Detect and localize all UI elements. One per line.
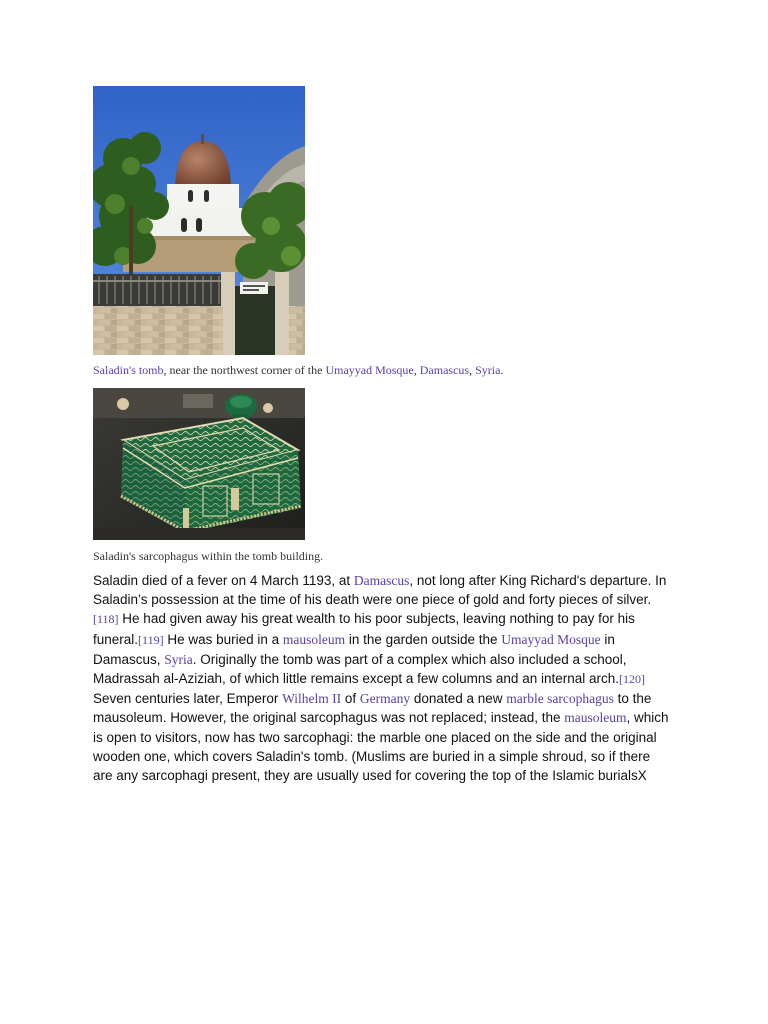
umayyad-mosque-link[interactable]: Umayyad Mosque [325, 363, 414, 377]
caption-separator: , [413, 363, 420, 377]
damascus-link[interactable]: Damascus [419, 363, 470, 377]
umayyad-mosque-link[interactable]: Umayyad Mosque [501, 631, 601, 647]
document-page [93, 86, 673, 785]
reference-119-link[interactable]: [119] [138, 632, 164, 647]
paragraph-text: Seven centuries later, Emperor [93, 691, 283, 707]
tomb-photo-caption [93, 362, 673, 378]
syria-link[interactable]: Syria [475, 363, 501, 377]
reference-118-link[interactable]: [118] [93, 612, 119, 627]
sarcophagus-photo [93, 388, 305, 540]
sarcophagus-photo-caption: Saladin's sarcophagus within the tomb building. [93, 549, 324, 563]
caption-end: . [500, 363, 504, 377]
paragraph-text: Saladin died of a fever on 4 March 1193, at [93, 573, 354, 588]
tomb-exterior-photo [93, 86, 305, 355]
paragraph-text: to the mausoleum. However, the original sarcophagus was not replaced; instead, the [93, 691, 652, 726]
saladins-tomb-link[interactable]: Saladin's tomb [93, 363, 164, 377]
paragraph-text: of [341, 691, 360, 707]
paragraph-text: , not long after King Richard's departure. In Saladin’s possession at the time of his death were one piece of gold and forty pieces of silver. [93, 573, 667, 608]
caption-separator: , [469, 363, 476, 377]
paragraph-text: in the garden outside the [345, 631, 502, 647]
mausoleum-link-2[interactable]: mausoleum [564, 710, 627, 726]
mausoleum-link[interactable]: mausoleum [282, 631, 346, 647]
caption-text: , near the northwest corner of the [163, 363, 326, 377]
germany-link[interactable]: Germany [359, 691, 411, 707]
paragraph-text: donated a new [410, 691, 507, 707]
paragraph-text: He had given away his great wealth to his poor subjects, leaving nothing to pay for his funeral. [93, 611, 635, 647]
paragraph-text: , which is open to visitors, now has two sarcophagi: the marble one placed on the side and the original wooden one, which covers Saladin's tomb. (Muslims are buried in a simple shroud, so if there are any sarcophagi present, they are usually used for covering the top of the Islamic burialsX [93, 710, 669, 784]
paragraph-text: He was buried in a [163, 631, 283, 647]
marble-sarcophagus-link[interactable]: marble sarcophagus [506, 691, 614, 707]
reference-120-link[interactable]: [120] [619, 672, 645, 687]
wilhelm-ii-link[interactable]: Wilhelm II [282, 691, 342, 707]
paragraph-text: in Damascus, [93, 631, 615, 667]
damascus-link[interactable]: Damascus [353, 573, 410, 588]
article-paragraph [93, 571, 671, 785]
paragraph-text: . Originally the tomb was part of a complex which also included a school, Madrassah al-Aziziah, of which little remains except a few columns and an internal arch. [93, 651, 627, 687]
syria-link[interactable]: Syria [164, 651, 193, 667]
